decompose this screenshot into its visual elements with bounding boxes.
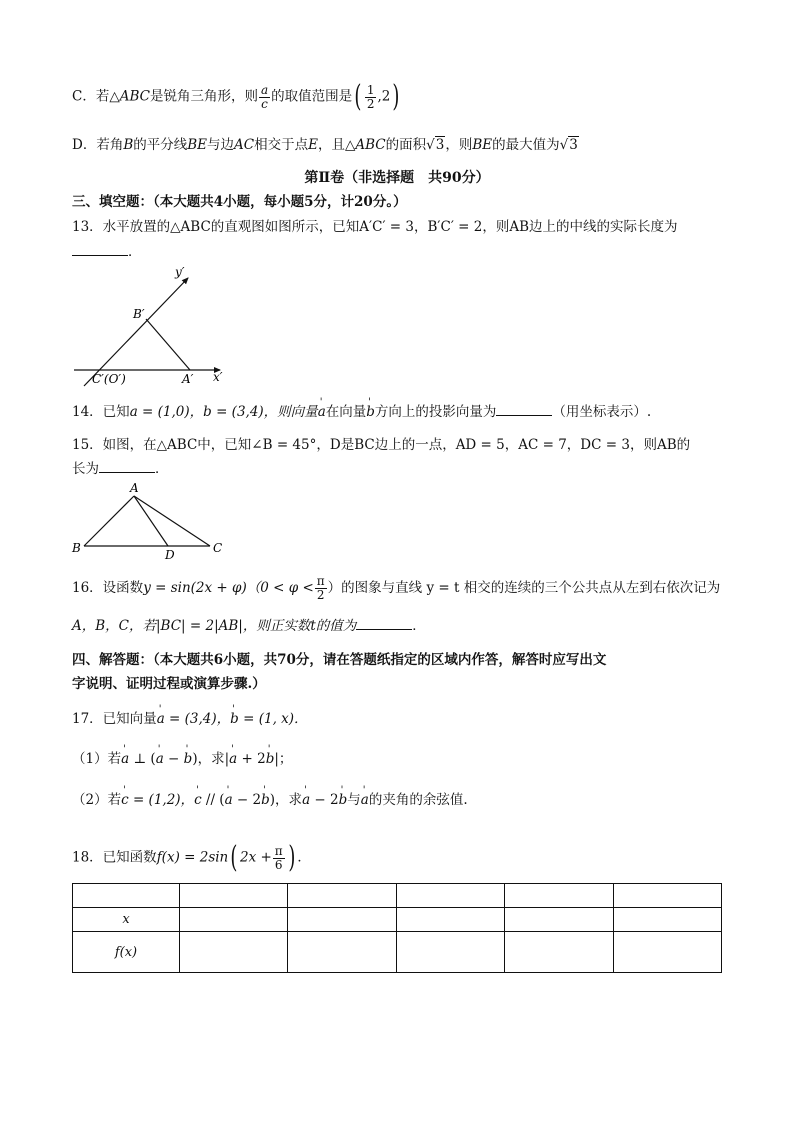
section4-title-2: 字说明、证明过程或演算步骤.） [72,676,266,692]
q16-end: ． [412,618,426,634]
q17-p2-with: 与 [347,792,361,808]
q17-p1-b2: ' b [266,750,275,768]
q18-pre: 18．已知函数 [72,849,157,866]
q13-label-b: B′ [133,307,145,321]
q17-p2-b2: ' b [339,791,348,809]
q17-p1-pre: （1）若 [72,751,122,767]
q13-end: ． [128,244,142,260]
q18-func: f(x) = 2sin [156,849,229,866]
q16-pre: 16．设函数 [72,580,144,596]
q17-p1-minus: − [163,751,184,767]
q12c-range-fraction [365,84,377,111]
table-cell[interactable] [180,884,288,908]
q12d-var-ac: AC [234,137,255,153]
q12d-text-4: 相交于点 [254,137,309,153]
q18-inner: 2x + [239,849,272,866]
q17-p2-minus2: − 2 [310,792,339,808]
q13-label-a: A′ [182,372,194,386]
q16-text [72,575,720,602]
q16-line2 [72,617,426,635]
q16-fraction [315,575,327,602]
q13-figure [70,262,240,388]
q18-right-paren: ) [288,840,296,875]
q12-option-d: D．若角B的平分线BE与边AC相交于点E，且△ABC的面积√3，则BE的最大值为√3 [72,137,578,153]
q12d-var-be-2: BE [472,137,493,153]
q17-p2-c-val: = (1,2)， [128,792,195,808]
q12c-frac-den: c [261,96,268,111]
q18-text [72,840,311,875]
q17-p1-plus: + 2 [237,751,266,767]
q12d-var-be: BE [187,137,208,153]
table-cell[interactable] [73,884,180,908]
q15-label-c: C [213,541,223,555]
table-cell[interactable] [288,932,396,973]
q18-end: ． [297,849,311,866]
table-cell[interactable] [288,908,396,932]
q15-label-d: D [165,548,175,560]
q17-text [72,710,308,728]
q12d-text-6: 的面积 [385,137,427,153]
q14-b-def: b = (3,4)，则向量 [203,404,318,420]
q12c-fraction [259,84,270,111]
q12d-text-5: ，且△ [317,137,356,153]
table-cell[interactable] [396,932,504,973]
q17-vector-b: ' b [230,710,239,728]
q14-a-def: a = (1,0)， [129,404,204,420]
q15-text: 15．如图，在△ABC中，已知∠B = 45°，D是BC边上的一点，AD = 5，AC = 7，DC = 3，则AB的 [72,437,691,453]
q18-frac-pi: π [274,843,283,858]
table-header-fx: f(x) [73,932,180,973]
q12c-range-num: 1 [366,82,375,97]
q15-figure [70,478,230,560]
q18-fraction [273,845,285,872]
q13-answer-blank[interactable] [72,243,128,256]
table-cell[interactable] [505,932,613,973]
q12d-sqrt-3-b: 3 [569,137,578,153]
q12d-var-e: E [308,137,318,153]
q17-p1-a2: ' a [156,750,164,768]
q18-left-paren: ( [230,840,238,875]
q17-p2-par: // ( [201,792,225,808]
table-row [73,908,722,932]
q15-long: 长为 [72,461,99,477]
q12c-right-paren: ) [392,79,400,114]
q13-label-c: C′(O′) [92,372,126,386]
q18-frac-six: 6 [274,857,283,872]
part2-title: 第Ⅱ卷（非选择题 共90分） [304,170,490,186]
q17-b-val: = (1, x)． [238,711,308,727]
q16-frac-pi: π [316,574,325,588]
q14-mid: 在向量 [325,404,367,420]
q13-answer-line [72,243,142,261]
q15-end: ． [155,461,169,477]
table-cell[interactable] [505,908,613,932]
section3-title: 三、填空题：（本大题共4小题，每小题5分，计20分。） [72,194,407,210]
q17-p2-b: ' b [261,791,270,809]
q12c-text-1: C．若△ [72,88,120,105]
table-cell[interactable] [505,884,613,908]
q14-pre: 14．已知 [72,404,130,420]
q14-vector-b: ' b [366,403,375,421]
q17-p1-b: ' b [184,750,193,768]
q12d-text-8: 的最大值为 [492,137,560,153]
q17-pre: 17．已知向量 [72,711,157,727]
table-cell[interactable] [288,884,396,908]
q12c-left-paren: ( [354,79,362,114]
q18-table [72,883,722,973]
q17-p2-c: ' c [121,791,129,809]
q14-vector-a: ' a [318,403,326,421]
table-row [73,884,722,908]
table-cell[interactable] [613,908,721,932]
q13-text: 13．水平放置的△ABC的直观图如图所示，已知A′C′ = 3，B′C′ = 2，则AB边上的中线的实际长度为 [72,219,678,235]
q17-p2-end: 的夹角的余弦值. [368,792,468,808]
q12d-sqrt-3: 3 [435,137,445,153]
table-cell[interactable] [613,884,721,908]
q12-option-c: C．若△ABC是锐角三角形，则 $\frac{a}{c}$ 的取值范围是( $\frac{1}{2}$ ,2) [72,79,400,114]
table-cell[interactable] [613,932,721,973]
q12c-text-2: 是锐角三角形，则 [149,88,258,105]
q15-segment-ad [134,496,168,546]
q12d-text-2: 的平分线 [133,137,188,153]
section4-title: 四、解答题：（本大题共6小题，共70分，请在答题纸指定的区域内作答，解答时应写出文 [72,652,607,668]
q16-post: ）的图象与直线 y = t 相交的连续的三个公共点从左到右依次记为 [327,580,721,596]
q17-p2-a: ' a [225,791,233,809]
q15-line2 [72,460,169,478]
q16-answer-blank[interactable] [356,617,412,630]
q17-p2-a2: ' a [302,791,310,809]
q13-segment-ba [146,319,190,370]
q15-label-a: A [130,481,139,495]
q17-p2-minus: − 2 [232,792,262,808]
q16-frac-two: 2 [316,588,325,602]
q17-vector-a: ' a [157,710,165,728]
q15-side-ac [134,496,210,546]
q17-p2-a3: ' a [361,791,369,809]
q12c-frac-num: a [260,82,269,97]
q17-p2-close: )，求 [269,792,303,808]
q13-label-y: y′ [175,265,185,279]
q17-p1-a3: ' a [229,750,237,768]
q14-tail: （用坐标表示）. [552,404,652,420]
table-header-x: x [73,908,180,932]
q17-part2 [72,791,468,809]
table-cell[interactable] [180,908,288,932]
q14-post: 方向上的投影向量为 [374,404,497,420]
q14-answer-blank[interactable] [496,403,552,416]
q17-part1 [72,750,292,768]
q12d-text-3: 与边 [207,137,235,153]
table-cell[interactable] [180,932,288,973]
q17-p2-c2: ' c [194,791,202,809]
q12d-text-1: D．若角 [72,137,124,153]
q12d-var-abc: ABC [355,137,386,153]
q17-a-val: = (3,4)， [164,711,231,727]
q17-p2-pre: （2）若 [72,792,122,808]
q12c-range-den: 2 [366,96,375,111]
q15-side-ab [84,496,134,546]
q15-label-b: B [72,541,81,555]
q17-p1-a: ' a [121,750,129,768]
q12d-var-b: B [123,137,134,153]
q16-func: y = sin(2x + φ)（0 < φ < [143,580,314,596]
q13-label-x: x′ [213,370,223,384]
q17-p1-mid: ⊥ ( [129,751,156,767]
q17-p1-end: |； [274,751,293,767]
q16-line2-text: A，B，C，若|BC| = 2|AB|，则正实数t的值为 [72,618,357,634]
q12c-triangle: ABC [119,88,150,105]
table-cell[interactable] [396,884,504,908]
q12d-text-7: ，则 [445,137,473,153]
q12c-text-3: 的取值范围是 [271,88,353,105]
table-row [73,932,722,973]
q15-answer-blank[interactable] [99,460,155,473]
q14-text [72,403,651,421]
table-cell[interactable] [396,908,504,932]
q17-p1-close: )，求| [192,751,230,767]
q12c-range-end: 2 [381,88,391,105]
